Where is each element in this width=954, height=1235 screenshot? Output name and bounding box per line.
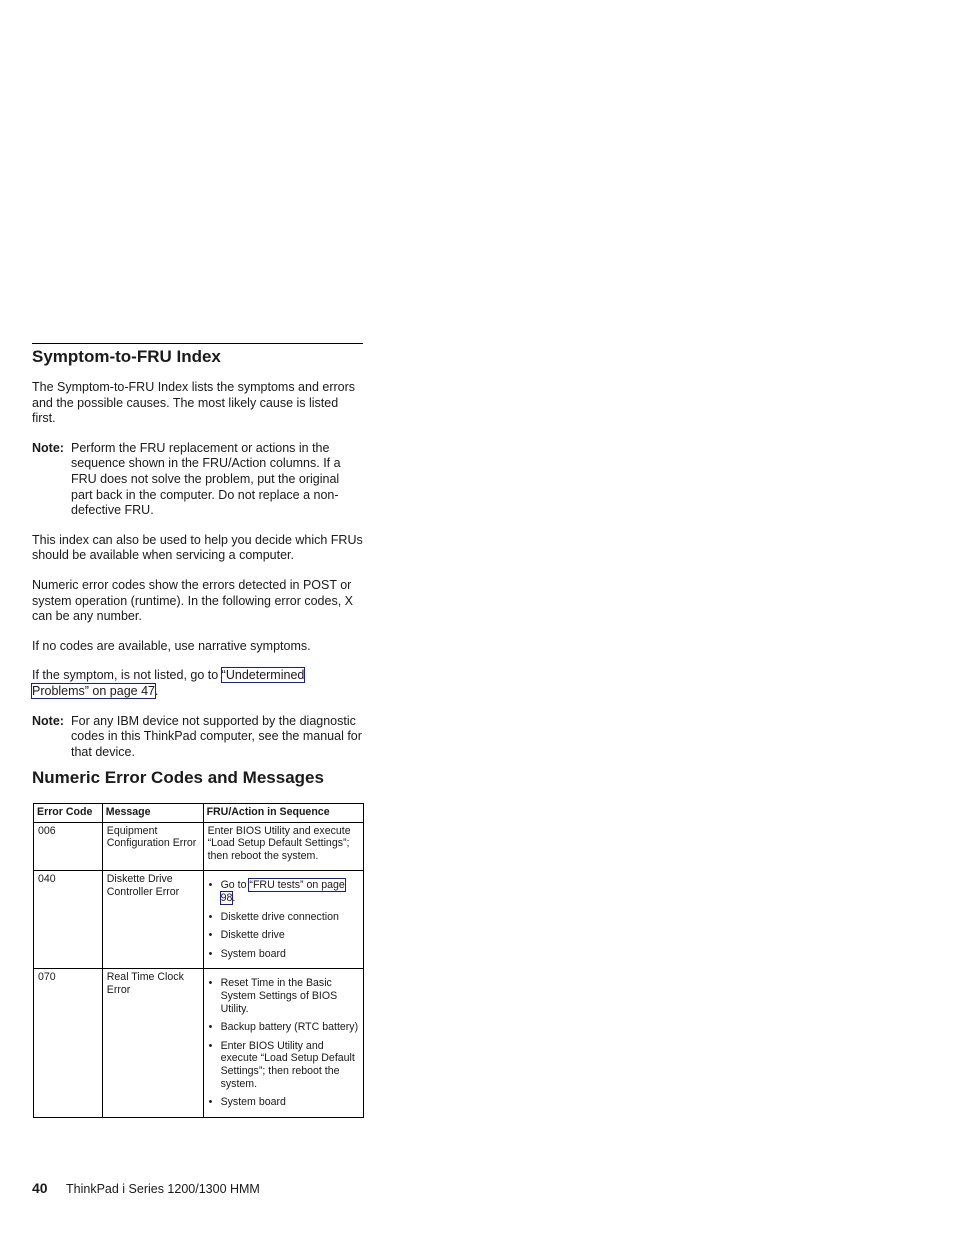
intro-paragraph: The Symptom-to-FRU Index lists the symptoms and errors and the possible causes. The most likely cause is listed first. [32,380,356,426]
note-label: Note: [32,713,64,728]
action-item: • Enter BIOS Utility and execute “Load Setup Default Settings”; then reboot the system. [208,1040,359,1090]
action-list [208,879,359,960]
action-item: • Reset Time in the Basic System Settings of BIOS Utility. [208,977,359,1015]
numeric-error-codes-title: Numeric Error Codes and Messages [32,768,324,787]
note-label: Note: [32,440,64,455]
table-row [34,822,364,871]
not-listed-prefix: If the symptom, is not listed, go to [32,668,222,683]
usage-paragraph: This index can also be used to help you decide which FRUs should be available when servicing a computer. [32,532,363,563]
note-text: Perform the FRU replacement or actions in the sequence shown in the FRU/Action columns. If a FRU does not solve the problem, put the original part back in the computer. Do not replace a non-defective FRU. [71,440,341,518]
action-item: • Diskette drive [208,929,359,942]
table-header-row [34,804,364,823]
action-item: • System board [208,948,359,961]
symptom-index-section [32,343,363,760]
error-code-cell: 006 [34,822,103,871]
not-listed-paragraph [32,668,363,699]
note-text: For any IBM device not supported by the diagnostic codes in this ThinkPad computer, see the manual for that device. [71,713,362,759]
header-error-code: Error Code [34,804,103,823]
error-code-cell: 070 [34,969,103,1117]
not-listed-suffix: . [155,683,159,698]
message-cell: Diskette Drive Controller Error [102,871,203,969]
page-footer [32,1180,260,1196]
undetermined-problems-link[interactable]: “Undetermined Problems” on page 47 [32,668,305,698]
fru-tests-link[interactable]: “FRU tests” on page 98 [220,879,345,904]
table-row [34,871,364,969]
section-rule [32,343,363,344]
action-list [208,977,359,1108]
action-item: • Backup battery (RTC battery) [208,1021,359,1034]
error-code-cell: 040 [34,871,103,969]
message-cell: Real Time Clock Error [102,969,203,1117]
note-1 [32,441,363,519]
note-2 [32,714,363,761]
section-title: Symptom-to-FRU Index [32,347,221,366]
action-item-suffix: . [232,891,236,904]
action-item [208,879,359,904]
action-cell: Enter BIOS Utility and execute “Load Setup Default Settings”; then reboot the system. [203,822,363,871]
narrative-paragraph: If no codes are available, use narrative symptoms. [32,638,311,653]
table-row [34,969,364,1117]
action-item: • Diskette drive connection [208,911,359,924]
page-number: 40 [32,1180,48,1196]
action-cell [203,969,363,1117]
action-item: • System board [208,1096,359,1109]
header-message: Message [102,804,203,823]
error-codes-table [33,803,364,1118]
header-fru-action: FRU/Action in Sequence [203,804,363,823]
action-item-prefix: Go to [220,879,250,892]
action-cell [203,871,363,969]
message-cell: Equipment Configuration Error [102,822,203,871]
footer-title: ThinkPad i Series 1200/1300 HMM [66,1182,260,1196]
numeric-codes-paragraph: Numeric error codes show the errors detected in POST or system operation (runtime). In the following error codes, X can be any number. [32,577,353,624]
